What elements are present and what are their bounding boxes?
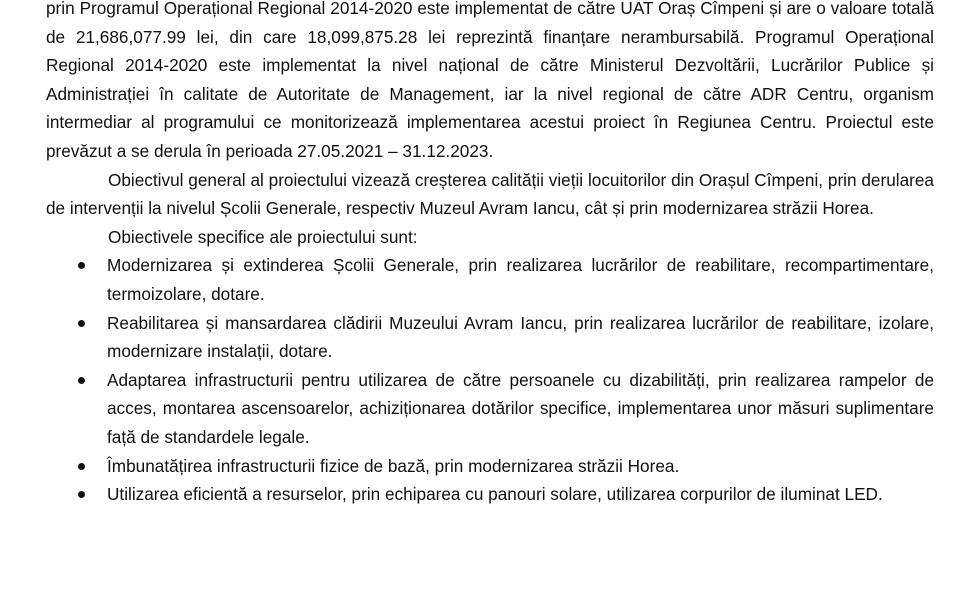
- list-item-text: Modernizarea și extinderea Școlii Generale, prin realizarea lucrărilor de reabilitare, recompartimentare, termoizolare, dotare.: [107, 255, 934, 304]
- specific-objectives-heading: Obiectivele specifice ale proiectului sunt:: [108, 226, 418, 247]
- list-item: [46, 480, 934, 509]
- general-objective-paragraph: Obiectivul general al proiectului vizează creșterea calității vieții locuitorilor din Orașul Cîmpeni, prin derularea de intervenții la nivelul Școlii Generale, respectiv Muzeul Avram Iancu, cât și prin modernizarea străzii Horea.: [46, 169, 934, 219]
- list-item: [46, 309, 934, 366]
- bullet-dot-icon: [78, 320, 85, 327]
- list-item: [46, 366, 934, 452]
- list-item: [46, 452, 934, 481]
- list-item-text: Îmbunatățirea infrastructurii fizice de bază, prin modernizarea străzii Horea.: [107, 455, 680, 476]
- bullet-dot-icon: [78, 377, 85, 384]
- bullet-dot-icon: [78, 262, 85, 269]
- list-item: [46, 251, 934, 308]
- document-page: [46, 0, 934, 509]
- list-item-text: Adaptarea infrastructurii pentru utilizarea de către persoanele cu dizabilități, prin realizarea rampelor de acces, montarea ascensoarelor, achiziționarea dotărilor specifice, implementarea unor măsuri suplimentare față de standardele legale.: [107, 369, 934, 447]
- bullet-dot-icon: [78, 463, 85, 470]
- project-description-paragraph: prin Programul Operațional Regional 2014-2020 este implementat de către UAT Oraș Cîmpeni și are o valoare totală de 21,686,077.99 lei, din care 18,099,875.28 lei reprezintă finanțare nerambursabilă. Programul Operațional Regional 2014-2020 este implementat la nivel național de către Ministerul Dezvoltării, Lucrărilor Publice și Administrației în calitate de Autoritate de Management, iar la nivel regional de către ADR Centru, organism intermediar al programului ce monitorizează implementarea acestui proiect în Regiunea Centru. Proiectul este prevăzut a se derula în perioada 27.05.2021 – 31.12.2023.: [46, 0, 934, 161]
- specific-objectives-list: [46, 251, 934, 508]
- list-item-text: Utilizarea eficientă a resurselor, prin echiparea cu panouri solare, utilizarea corpurilor de iluminat LED.: [107, 484, 883, 505]
- bullet-dot-icon: [78, 491, 85, 498]
- list-item-text: Reabilitarea și mansardarea clădirii Muzeului Avram Iancu, prin realizarea lucrărilor de reabilitare, izolare, modernizare instalații, dotare.: [107, 312, 934, 362]
